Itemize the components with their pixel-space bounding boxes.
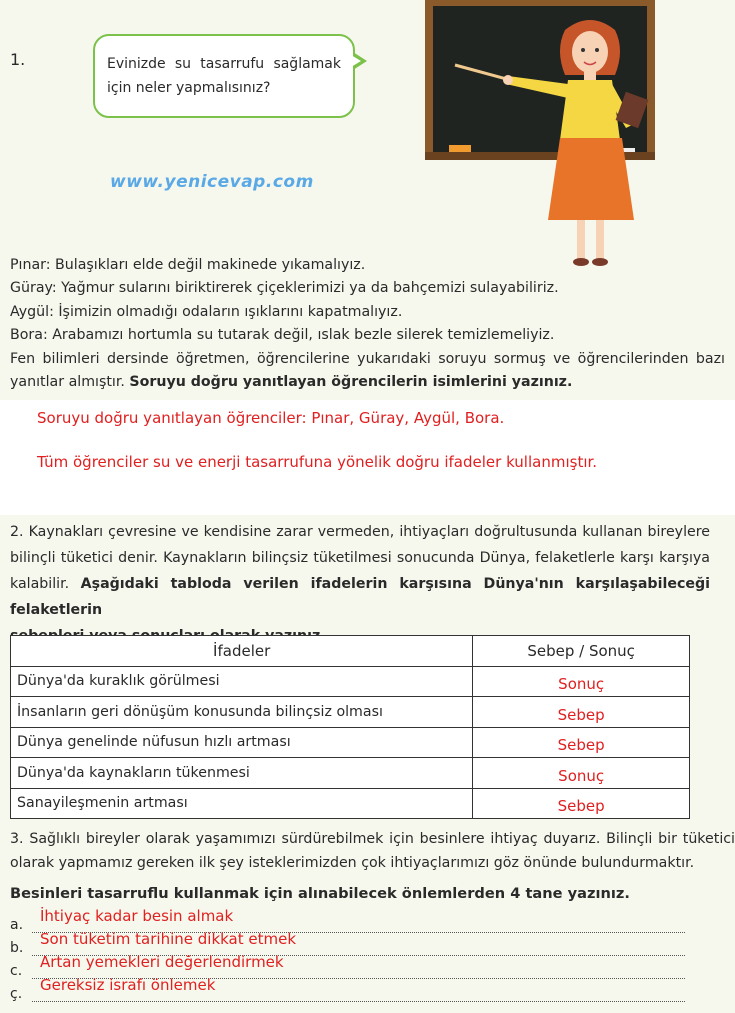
item-label: c.: [10, 963, 23, 979]
table-header-cause-effect: Sebep / Sonuç: [473, 636, 690, 667]
question-3-line-2: olarak yapmamız gereken ilk şey isteklerimizden çok ihtiyaçlarımızı göz önünde bulundurmaktır.: [10, 855, 695, 871]
table-cell-answer: Sonuç: [473, 666, 690, 697]
dialog-line-bora: Bora: Arabamızı hortumla su tutarak değil, ıslak bezle silerek temizlemeliyiz.: [10, 327, 555, 344]
item-label: a.: [10, 917, 24, 933]
table-header-row: [11, 636, 690, 667]
question-2-instruction: Aşağıdaki tabloda verilen ifadelerin karşısına Dünya'nın karşılaşabileceği felaketlerin: [10, 576, 710, 618]
answer-line-1: Soruyu doğru yanıtlayan öğrenciler: Pınar, Güray, Aygül, Bora.: [37, 409, 505, 427]
table-row: [11, 727, 690, 758]
handwritten-answer: Gereksiz israfı önlemek: [40, 976, 216, 994]
item-label: b.: [10, 940, 24, 956]
answer-area: [0, 400, 735, 515]
table-cell-statement: Dünya genelinde nüfusun hızlı artması: [11, 727, 473, 758]
table-cell-statement: Dünya'da kuraklık görülmesi: [11, 666, 473, 697]
table-cell-statement: İnsanların geri dönüşüm konusunda bilinçsiz olması: [11, 697, 473, 728]
handwritten-answer: Artan yemekleri değerlendirmek: [40, 953, 284, 971]
table-cell-answer: Sebep: [473, 697, 690, 728]
question-2-line-2: bilinçli tüketici denir. Kaynakların bilinçsiz tüketilmesi sonucunda Dünya, felaketlerle karşı karşıya: [10, 550, 710, 566]
dialog-line-aygul: Aygül: İşimizin olmadığı odaların ışıklarını kapatmalıyız.: [10, 303, 403, 320]
table-cell-statement: Sanayileşmenin artması: [11, 788, 473, 819]
question-2-line-1: 2. Kaynakları çevresine ve kendisine zarar vermeden, ihtiyaçları doğrultusunda kullanan bireylere: [10, 524, 710, 540]
table-cell-answer: Sebep: [473, 727, 690, 758]
watermark: www.yenicevap.com: [110, 172, 314, 192]
question-2: [10, 519, 710, 649]
table-cell-answer: Sonuç: [473, 758, 690, 789]
answer-line-2: Tüm öğrenciler su ve enerji tasarrufuna yönelik doğru ifadeler kullanmıştır.: [37, 453, 598, 471]
handwritten-answer: Son tüketim tarihine dikkat etmek: [40, 930, 297, 948]
table-row: [11, 697, 690, 728]
table-row: [11, 788, 690, 819]
question-1-intro-end: yanıtlar almıştır.: [10, 374, 125, 391]
question-1-instruction: Soruyu doğru yanıtlayan öğrencilerin isimlerini yazınız.: [129, 374, 573, 391]
item-label: ç.: [10, 986, 23, 1002]
table-cell-statement: Dünya'da kaynakların tükenmesi: [11, 758, 473, 789]
question-1-number: 1.: [10, 50, 26, 69]
handwritten-answer: İhtiyaç kadar besin almak: [40, 907, 234, 925]
teacher-illustration: [430, 10, 670, 275]
question-3-instruction: Besinleri tasarruflu kullanmak için alınabilecek önlemlerden 4 tane yazınız.: [10, 885, 630, 902]
table-row: [11, 666, 690, 697]
question-1-intro: Fen bilimleri dersinde öğretmen, öğrencilerine yukarıdaki soruyu sormuş ve öğrencilerinden bazı: [10, 350, 725, 367]
question-2-line-3a: kalabilir.: [10, 576, 70, 592]
table-header-statements: İfadeler: [11, 636, 473, 667]
cause-effect-table: [10, 635, 690, 819]
student-answers: [10, 254, 725, 394]
answer-item-c-cedilla: [10, 976, 685, 1004]
table-row: [11, 758, 690, 789]
table-cell-answer: Sebep: [473, 788, 690, 819]
dialog-line-pinar: Pınar: Bulaşıkları elde değil makinede yıkamalıyız.: [10, 257, 366, 273]
question-3: [10, 827, 735, 875]
dialog-line-guray: Güray: Yağmur sularını biriktirerek çiçeklerimizi ya da bahçemizi sulayabiliriz.: [10, 280, 559, 297]
speech-bubble: Evinizde su tasarrufu sağlamak için neler yapmalısınız?: [93, 34, 355, 118]
question-3-line-1: 3. Sağlıklı bireyler olarak yaşamımızı sürdürebilmek için besinlere ihtiyaç duyarız. Bilinçli bir tüketici: [10, 831, 735, 847]
